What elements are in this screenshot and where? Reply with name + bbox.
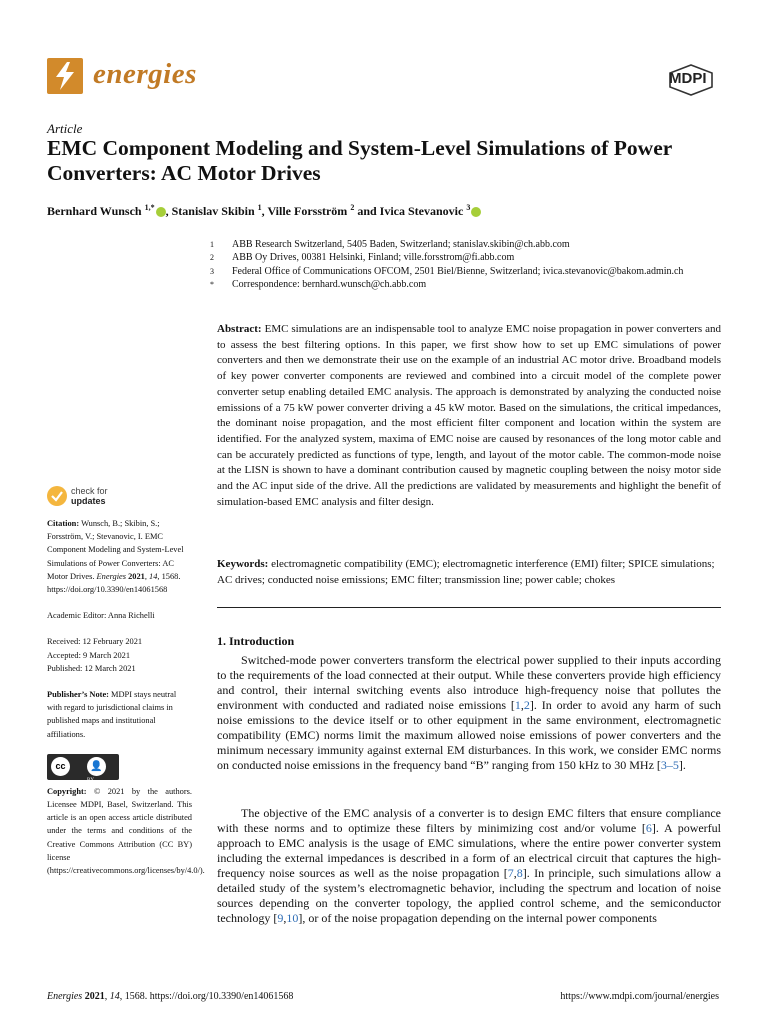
author-name: Ville Forsström $^2$ xyxy=(267,203,355,218)
author-affiliation-mark: 3 xyxy=(466,203,471,212)
affiliation-text: Correspondence: bernhard.wunsch@ch.abb.com xyxy=(232,279,427,291)
keywords-text: electromagnetic compatibility (EMC); electromagnetic interference (EMI) filter; SPICE simulations; AC drives; conducted noise emissions; EMC filter; transmission line; power cable; chokes xyxy=(217,558,715,586)
attribution-person-icon: 👤 xyxy=(87,757,106,776)
author-name: Bernhard Wunsch $^{1,*}$ xyxy=(47,204,166,218)
author-separator: , xyxy=(165,204,172,218)
citation-link[interactable]: 1 xyxy=(514,698,521,712)
affiliations xyxy=(210,238,720,292)
sidebar xyxy=(47,517,205,890)
footer-citation: Energies 2021, 14, 1568. https://doi.org/10.3390/en14061568 xyxy=(47,991,294,1002)
dates: Received: 12 February 2021 Accepted: 9 March 2021 Published: 12 March 2021 xyxy=(47,637,143,673)
lightning-bolt-icon xyxy=(47,58,83,94)
affiliation-number: 2 xyxy=(210,253,214,263)
paragraph-text: ]. In principle, such simulations allow a detailed study of the system’s electromagnetic behavior, including the spectrum and location of noise sources depending on the converter topology, the applied control scheme, and the semiconductor technology [ xyxy=(217,866,721,925)
cc-by-license-badge[interactable] xyxy=(47,754,119,783)
author-list xyxy=(47,203,727,219)
keywords-label: Keywords: xyxy=(217,558,269,570)
page-title: EMC Component Modeling and System-Level Simulations of Power Converters: AC Motor Drives xyxy=(47,136,672,185)
footer-url[interactable]: https://www.mdpi.com/journal/energies xyxy=(560,991,719,1002)
orcid-icon[interactable] xyxy=(471,207,481,217)
section-title: 1. Introduction xyxy=(217,634,295,648)
affiliation-text: ABB Research Switzerland, 5405 Baden, Switzerland; stanislav.skibin@ch.abb.com xyxy=(232,239,570,250)
paragraph-text: ], or of the noise propagation depending on the internal power components xyxy=(298,911,657,925)
affiliation-text: Federal Office of Communications OFCOM, 2501 Biel/Bienne, Switzerland; ivica.stevanovic@bakom.admin.ch xyxy=(232,265,684,277)
publisher-note: Publisher’s Note: MDPI stays neutral with regard to jurisdictional claims in published maps and institutional affiliations. xyxy=(47,690,177,739)
affiliation-item xyxy=(210,265,720,278)
author-affiliation-mark: 2 xyxy=(350,203,355,212)
abstract-text: EMC simulations are an indispensable tool to analyze EMC noise propagation in power converters and to assess the best filtering options. In this paper, we first show how to set up EMC simulations of power converters and then we demonstrate their use on the example of an industrial AC motor drive. Broadband models of key power converter components are reviewed and combined into a circuit model of the complete power converter setup enabling detailed EMC analysis. The approach is demonstrated by analyzing the conducted noise emissions of a 75 kW power converter driving a 45 kW motor. Based on the simulations, the critical impedances, the dominant noise propagation, and the most efficient filter component and location within the system are identified. For the analyzed system, maxima of EMC noise are caused by resonances of the long motor cable and can be accurately predicted as functions of type, length, and layout of the motor cable. The common-mode noise at the LISN is shown to have a dominant contribution caused by magnetic coupling between the noisy motor side and the AC input side of the drive. All the predictions are validated by measurements and highlight the benefit of simulation-based EMC analysis and filter design. xyxy=(217,323,722,508)
author-separator: , xyxy=(261,204,268,218)
citation-link[interactable]: 8 xyxy=(516,866,523,880)
paragraph-text: Switched-mode power converters transform the electrical power supplied to their inputs according to the requirements of the load connected at their output. While these converters provide high efficiency and control, their internal switching events also introduce high-frequency noise that pollutes the environment with conducted and radiated noise emissions [ xyxy=(217,653,721,712)
citation-link[interactable]: 7 xyxy=(507,866,514,880)
academic-editor: Academic Editor: Anna Richelli xyxy=(47,611,155,621)
paragraph-text: ]. A powerful approach to EMC analysis is the usage of EMC simulations, where the entire power converter system including the external impedances is described in a form of an electrical circuit that captures the high-frequency noise sources as well as the noise propagation [ xyxy=(217,821,722,880)
affiliation-text: ABB Oy Drives, 00381 Helsinki, Finland; ville.forsstrom@fi.abb.com xyxy=(232,252,515,264)
affiliation-item xyxy=(210,251,720,264)
affiliation-item xyxy=(210,278,720,291)
author-name: Ivica Stevanovic $^3$ xyxy=(380,204,482,218)
author-affiliation-mark: 1 xyxy=(257,203,262,212)
by-label: BY xyxy=(87,777,94,783)
affiliation-number: 3 xyxy=(210,266,214,276)
journal-logo xyxy=(47,58,83,94)
paragraph-text: ]. In order to avoid any harm of such noise emissions to the device itself or to other equipment in the same environment, electromagnetic compatibility (EMC) norms limit the maximum allowed noise emissions of power converters and the minimum necessary immunity against external EM disturbances. In this work, we consider EMC norms on conducted noise emissions in the frequency band “B” ranging from 150 kHz to 30 MHz [ xyxy=(217,698,722,772)
journal-name: energies xyxy=(93,58,197,90)
cc-icon: cc xyxy=(51,757,70,776)
paragraph-text: The objective of the EMC analysis of a converter is to design EMC filters that ensure compliance with these norms and to optimize these filters by minimizing cost and/or volume [ xyxy=(217,806,721,835)
affiliation-number: 1 xyxy=(210,240,214,249)
copyright: Copyright: © 2021 by the authors. Licensee MDPI, Basel, Switzerland. This article is an open access article distributed under the terms and conditions of the Creative Commons Attribution (CC BY) license (https://creativecommons.org/licenses/by/4.0/). xyxy=(47,786,205,876)
keywords xyxy=(217,557,721,588)
paragraph-1 xyxy=(217,653,721,773)
author-separator: and xyxy=(354,204,380,218)
citation-link[interactable]: 2 xyxy=(523,698,530,712)
check-updates-icon xyxy=(47,486,67,506)
author-name: Stanislav Skibin $^1$ xyxy=(171,203,262,218)
article-type: Article xyxy=(47,121,83,136)
citation: Citation: Wunsch, B.; Skibin, S.; Forsström, V.; Stevanovic, I. EMC Component Modeling and System-Level Simulations of Power Converters: AC Motor Drives. Energies 2021, 14, 1568. https://doi.org/10.3390/en14061568 xyxy=(47,519,184,595)
check-updates-label: check for updates xyxy=(71,486,108,506)
affiliation-number: * xyxy=(210,280,214,290)
mdpi-text: MDPI xyxy=(669,70,707,87)
citation-link[interactable]: 6 xyxy=(645,821,652,835)
orcid-icon[interactable] xyxy=(156,207,166,217)
abstract-label: Abstract: xyxy=(217,323,262,335)
citation-link[interactable]: 10 xyxy=(286,911,299,925)
author-affiliation-mark: 1,* xyxy=(144,203,155,212)
paragraph-text: , xyxy=(513,866,517,880)
affiliation-item xyxy=(210,238,720,251)
paragraph-text: , xyxy=(520,698,524,712)
paragraph-text: , xyxy=(283,911,287,925)
abstract xyxy=(217,322,721,510)
citation-link[interactable]: 3–5 xyxy=(660,758,679,772)
divider xyxy=(217,607,721,608)
paragraph-2 xyxy=(217,806,721,926)
paragraph-text: ]. xyxy=(678,758,686,772)
citation-link[interactable]: 9 xyxy=(277,911,284,925)
